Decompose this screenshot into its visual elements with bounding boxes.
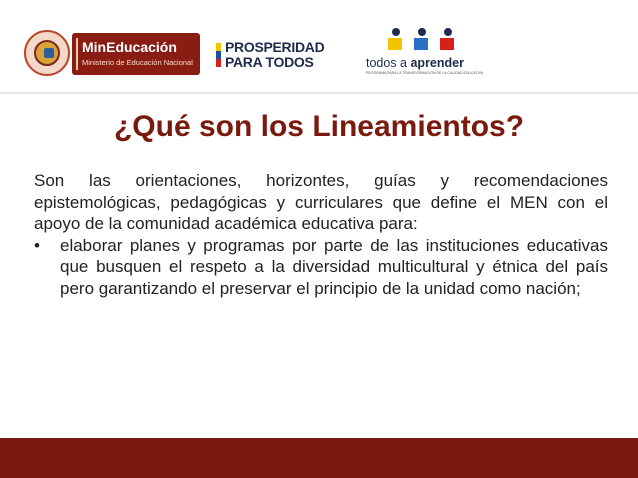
wordmark-prefix: todos a xyxy=(366,56,411,70)
coat-of-arms-icon xyxy=(34,40,60,66)
figure-head-icon xyxy=(392,28,400,36)
todos-a-aprender-wordmark xyxy=(366,56,464,70)
colombia-seal-logo xyxy=(24,30,70,76)
figure-head-icon xyxy=(418,28,426,36)
figure-head-icon xyxy=(444,28,452,36)
logo-accent-line xyxy=(76,38,78,70)
slide-title: ¿Qué son los Lineamientos? xyxy=(113,110,525,143)
bullet-text: elaborar planes y programas por parte de las instituciones educativas que busquen el respeto a la diversidad multicultural y étnica del país pero garantizando el preservar el principio de la unidad como nación; xyxy=(60,235,608,298)
slide-body xyxy=(34,170,608,299)
footer-bar xyxy=(0,438,638,478)
ministry-name: MinEducación xyxy=(82,39,177,55)
header-bar xyxy=(0,0,638,92)
shield-icon xyxy=(44,48,54,58)
todos-a-aprender-tagline: PROGRAMA PARA LA TRANSFORMACIÓN DE LA CALIDAD EDUCATIVA xyxy=(366,71,484,75)
flag-blue-bar xyxy=(216,51,221,59)
bullet-marker: • xyxy=(34,235,40,255)
wordmark-emphasis: aprender xyxy=(410,56,464,70)
todos-a-aprender-logo xyxy=(366,28,484,76)
prosperidad-line2: PARA TODOS xyxy=(225,54,314,70)
prosperidad-line1: PROSPERIDAD xyxy=(225,39,325,55)
intro-paragraph: Son las orientaciones, horizontes, guías y recomendaciones epistemológicas, pedagógicas y curriculares que define el MEN con el apoyo de la comunidad académica educativa para: xyxy=(34,171,608,233)
red-block-icon xyxy=(440,38,454,50)
prosperidad-logo xyxy=(216,40,331,70)
mineducacion-logo xyxy=(72,33,200,75)
header-divider xyxy=(0,92,638,94)
yellow-block-icon xyxy=(388,38,402,50)
flag-red-bar xyxy=(216,59,221,67)
blue-block-icon xyxy=(414,38,428,50)
list-item xyxy=(34,235,608,300)
flag-yellow-bar xyxy=(216,43,221,51)
ministry-subtitle: Ministerio de Educación Nacional xyxy=(82,58,193,67)
